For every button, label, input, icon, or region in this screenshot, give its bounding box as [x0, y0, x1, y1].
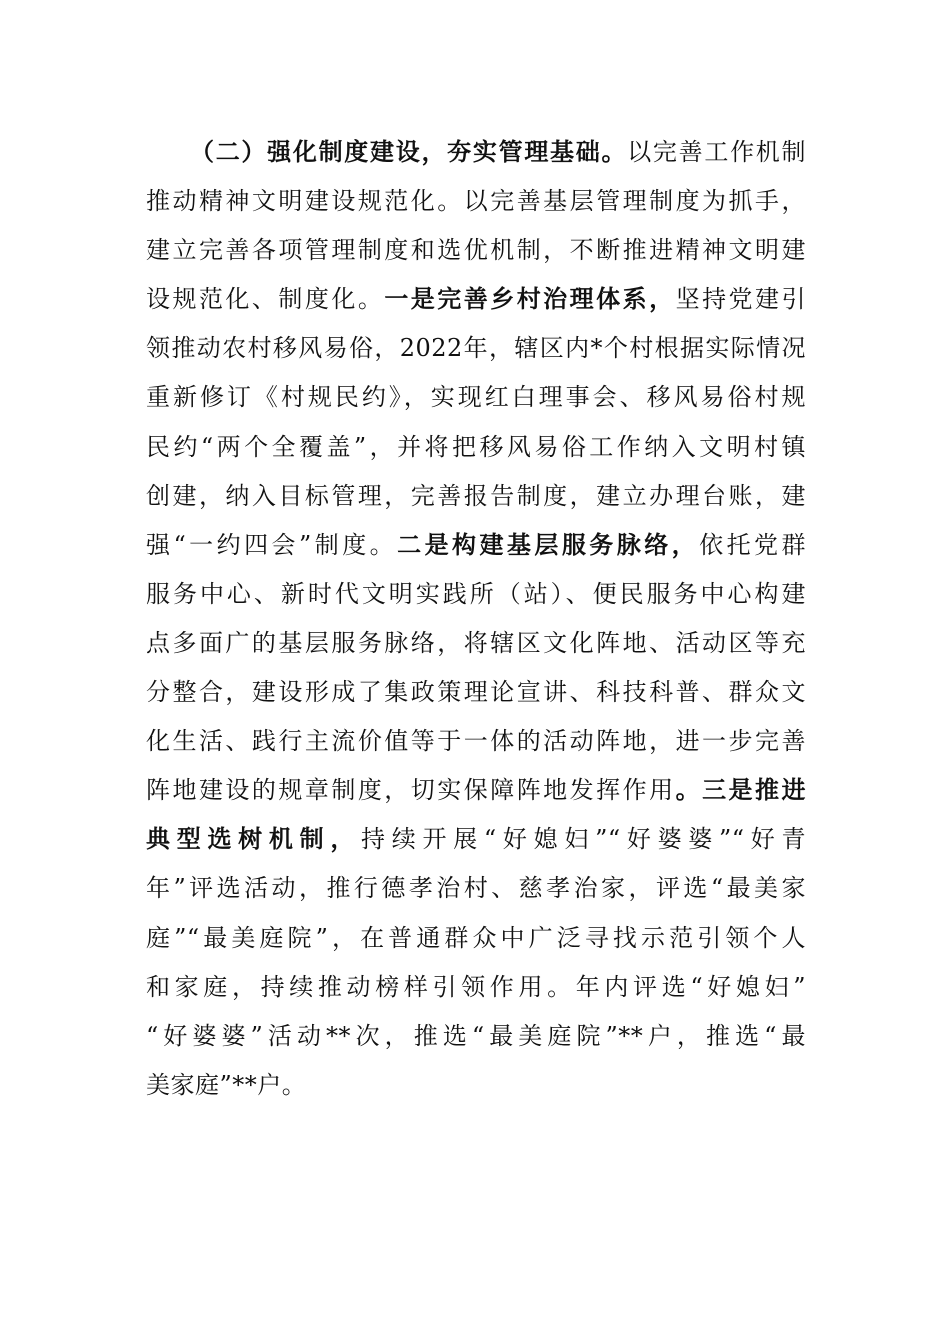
text-segment: 推动精神文明建设规范化。以完善基层管理制度为抓手，	[146, 187, 806, 216]
text-line	[146, 668, 806, 717]
text-segment: “好婆婆”活动**次，推选“最美庭院”**户，推选“最	[146, 1021, 806, 1050]
text-line	[146, 815, 806, 864]
text-segment: 建立完善各项管理制度和选优机制，不断推进精神文明建	[146, 236, 806, 265]
text-line	[146, 766, 806, 815]
text-line	[146, 373, 806, 422]
text-segment: 坚持党建引	[675, 285, 807, 314]
text-line	[146, 717, 806, 766]
text-segment: 美家庭”**户。	[146, 1070, 307, 1099]
text-segment: 分整合，建设形成了集政策理论宣讲、科技科普、群众文	[146, 678, 806, 707]
text-segment: 领推动农村移风易俗，2022年，辖区内*个村根据实际情况	[146, 334, 806, 363]
text-segment: 点多面广的基层服务脉络，将辖区文化阵地、活动区等充	[146, 628, 806, 657]
text-segment: 重新修订《村规民约》，实现红白理事会、移风易俗村规	[146, 383, 806, 412]
text-line	[146, 570, 806, 619]
text-segment: 庭”“最美庭院”，在普通群众中广泛寻找示范引领个人	[146, 923, 806, 952]
bold-text-segment: 一是完善乡村治理体系，	[384, 285, 676, 314]
text-line	[146, 619, 806, 668]
text-segment: 强“一约四会”制度。	[146, 530, 398, 559]
text-segment: 创建，纳入目标管理，完善报告制度，建立办理台账，建	[146, 481, 806, 510]
text-line	[146, 1012, 806, 1061]
bold-text-segment: 二是构建基层服务脉络，	[397, 530, 700, 559]
text-segment: 服务中心、新时代文明实践所（站）、便民服务中心构建	[146, 579, 806, 608]
text-segment: 民约“两个全覆盖”，并将把移风易俗工作纳入文明村镇	[146, 432, 806, 461]
text-segment: 以完善工作机制	[627, 138, 807, 166]
text-line	[146, 472, 806, 521]
text-line	[146, 1061, 806, 1110]
text-segment: 阵地建设的规章制度，切实保障阵地发挥作用	[146, 776, 676, 805]
text-segment: 化生活、践行主流价值等于一体的活动阵地，进一步完善	[146, 727, 806, 756]
text-line	[146, 177, 806, 226]
text-segment: 依托党群	[699, 530, 807, 559]
text-line	[146, 226, 806, 275]
text-segment: 和家庭，持续推动榜样引领作用。年内评选“好媳妇”	[146, 972, 806, 1001]
text-line	[146, 521, 806, 570]
text-line	[146, 275, 806, 324]
text-line	[146, 963, 806, 1012]
text-segment: 年”评选活动，推行德孝治村、慈孝治家，评选“最美家	[146, 874, 806, 903]
document-body	[146, 128, 806, 1110]
text-line	[146, 914, 806, 963]
text-line	[146, 864, 806, 913]
text-line	[146, 423, 806, 472]
bold-text-segment: 。三是推进	[675, 776, 807, 805]
bold-text-segment: （二）强化制度建设，夯实管理基础。	[190, 138, 628, 166]
text-segment: 设规范化、制度化。	[146, 285, 385, 314]
bold-text-segment: 典型选树机制，	[146, 825, 362, 854]
text-line	[146, 324, 806, 373]
text-line	[146, 128, 806, 177]
text-segment: 持续开展“好媳妇”“好婆婆”“好青	[361, 825, 806, 854]
